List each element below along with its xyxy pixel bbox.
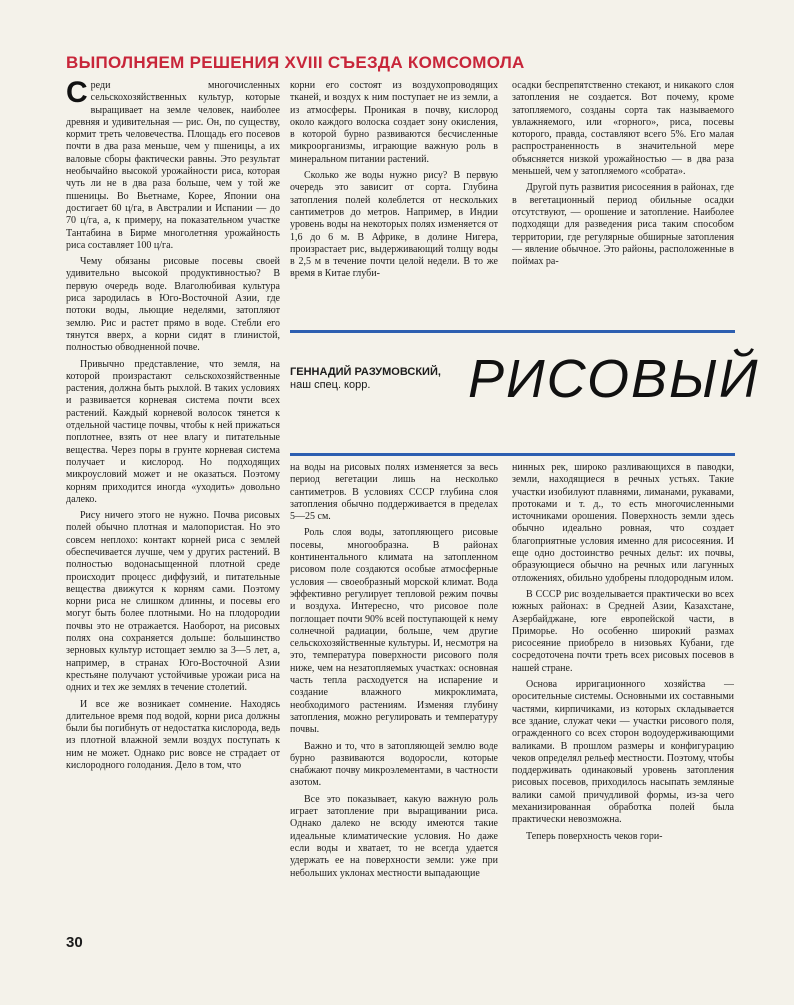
column-middle-bottom <box>290 462 498 922</box>
column-left <box>66 80 280 922</box>
column-middle-top <box>290 80 498 320</box>
paragraph: Важно и то, что в затопляющей землю воде бурно развиваются водоросли, которые снабжают почву микроэлементами, в частности азотом. <box>290 740 498 789</box>
paragraph: Другой путь развития рисосеяния в районах, где в вегетационный период обильные осадки отсутствуют, — орошение и затопление. Наиболее подходящи для разведения риса таким способом территории, где регулярные обширные затопления — явление обычное. Это районы, расположенные в поймах ра- <box>512 182 734 268</box>
article-headline: РИСОВЫЙ <box>468 349 760 409</box>
paragraph: И все же возникает сомнение. Находясь длительное время под водой, корни риса должны были бы погибнуть от недостатка кислорода, ведь из плотной влажной земли воздух поступать к ним не может. Однако рис вовсе не страдает от кислородного голодания. Дело в том, что <box>66 698 280 772</box>
paragraph: нинных рек, широко разливающихся в паводки, земли, находящиеся в речных устьях. Такие участки изобилуют плавнями, лиманами, рукавами, протоками и т. д., то есть многочисленными источниками орошения. Поверхность земли здесь обычно идеально ровная, что создает благоприятные условия именно для рисосеяния. И еще одно достоинство речных дельт: их почвы, образующиеся обычно на речных или лагунных отложениях, обильно удобрены плодородным илом. <box>512 462 734 584</box>
paragraph: В СССР рис возделывается практически во всех южных районах: в Средней Азии, Казахстане, Азербайджане, юге европейской части, в Приморье. Но особенно широкий размах рисосеяние приобрело в низовьях Кубани, где сосредоточена почти треть всех рисовых посевов в нашей стране. <box>512 588 734 674</box>
paragraph: Привычно представление, что земля, на которой произрастают сельскохозяйственные растения, должна быть рыхлой. В таких условиях и развивается корневая система почти всех растений. Каждый корневой волосок тянется к отдельной частице почвы, чтобы к ней прижаться поплотнее, взять от нее влагу и питательные вещества. Через поры в грунте корневая система получает и кислород. Но подходящих микроусловий может и не оказаться. Поэтому корням приходится иногда «уходить» довольно далеко. <box>66 358 280 505</box>
divider-rule <box>290 330 735 333</box>
paragraph: Чему обязаны рисовые посевы своей удивительно высокой продуктивностью? В первую очередь воде. Влаголюбивая культура риса зародилась в Юго-Восточной Азии, где потоки воды, льющие неделями, затопляют землю. Рис и растет прямо в воде. Стебли его тянутся вверх, а корни сидят в глинистой, полностью обводненной почве. <box>66 256 280 354</box>
paragraph: Рису ничего этого не нужно. Почва рисовых полей обычно плотная и малопористая. Но это совсем неплохо: контакт корней риса с землей обеспечивается лучше, чем у других растений. В полностью водонасыщенной плотной среде происходит процесс диффузий, и питательные вещества движутся к корням сами. Поэтому корни риса не слишком длинны, и посевы его могут быть более плотными. Но на плодородии почвы это не отражается. Наоборот, на рисовых полях она сохраняется дольше: большинство зерновых культур истощает землю за 3—5 лет, а, например, в странах Юго-Восточной Азии крестьяне получают устойчивые урожаи риса на одних и тех же землях в течение столетий. <box>66 510 280 694</box>
headline-band <box>290 330 760 456</box>
paragraph: Роль слоя воды, затопляющего рисовые посевы, многообразна. В районах континентального климата на затопленном рисовом поле создаются особые атмосферные условия — своеобразный морской климат. Вода эффективно регулирует тепловой режим почвы и воздуха. Интересно, что рисовое поле поглощает почти 90% всей поступающей к нему солнечной радиации, больше, чем другие сельскохозяйственные культуры. И, несмотря на это, температура поверхности рисового поля ниже, чем на незатопляемых участках: основная часть тепла расходуется на испарение и создание влажного микроклимата, необходимого растениям. Изменяя глубину затопления, можно регулировать и температуру почвы. <box>290 527 498 736</box>
section-rubric: ВЫПОЛНЯЕМ РЕШЕНИЯ XVIII СЪЕЗДА КОМСОМОЛА <box>66 53 525 72</box>
paragraph: Теперь поверхность чеков гори- <box>526 830 663 842</box>
divider-rule <box>290 453 735 456</box>
paragraph: Все это показывает, какую важную роль играет затопление при выращивании риса. Однако далеко не всюду имеются такие идеальные климатические условия. Но даже если воды и хватает, то не всегда удается удержать ее на поверхности земли: уже при небольших уклонах местности выпадающие <box>290 793 498 879</box>
column-right-bottom <box>512 462 734 922</box>
paragraph: Среди многочисленных сельскохозяйственных культур, которые выращивает на земле человек, наиболее древняя и удивительная — рис. Он, по существу, кормит треть человечества. Площадь его посевов почти в два раза меньше, чем у пшеницы, а их валовые сборы фактически равны. Это результат необычайно высокой урожайности риса, которая чуть ли не в два раза больше, чем у той же пшеницы. Во Вьетнаме, Корее, Японии она достигает 60 ц/га, в Австралии и Испании — до 70 ц/га, а, к примеру, на показательном участке Тантабина в Бирме многолетняя урожайность риса составляет 100 ц/га. <box>66 80 280 251</box>
byline <box>290 366 450 392</box>
drop-cap: С <box>66 80 88 109</box>
page-number: 30 <box>66 934 83 951</box>
paragraph: осадки беспрепятственно стекают, и никакого слоя затопления не создается. Вот почему, кроме затопляемого, созданы сорта так называемого увлажняемого, или «горного», риса, посевы которого, правда, составляют всего 5%. Его малая распространенность в значительной мере объясняется низкой урожайностью — в два раза меньшей, чем у затопляемого «собрата». <box>512 80 734 178</box>
paragraph: Основа ирригационного хозяйства — оросительные системы. Основными их составными частями, кирпичиками, из которых складывается все здание, служат чеки — участки рисового поля, огражденного со всех сторон водоудерживающими валиками. В прошлом размеры и конфигурацию чеков определял рельеф местности. Поэтому, чтобы поддерживать одинаковый уровень затопления рисовых посевов, приходилось насыпать земляные валики самой причудливой формы, из-за чего механизированная обработка полей была практически невозможна. <box>512 679 734 826</box>
author-name: ГЕННАДИЙ РАЗУМОВСКИЙ, <box>290 366 441 378</box>
paragraph: корни его состоят из воздухопроводящих тканей, и воздух к ним поступает не из земли, а из атмосферы. Проникая в почву, кислород около каждого волоска создает зону окисления, в которой бурно развиваются бесчисленные микроорганизмы, играющие важную роль в минеральном питании растений. <box>290 80 498 165</box>
paragraph: на воды на рисовых полях изменяется за весь период вегетации лишь на несколько сантиметров. В условиях СССР глубина слоя затопления обычно поддерживается в пределах 5—25 см. <box>290 462 498 523</box>
paragraph: Сколько же воды нужно рису? В первую очередь это зависит от сорта. Глубина затопления полей колеблется от нескольких сантиметров до метров. Например, в Индии уровень воды на некоторых полях изменяется от 1,6 до 6 м. В Африке, в долине Нигера, произрастает рис, выдерживающий толщу воды в 2,5 м в течение почти целой недели. В то же время в Китае глуби- <box>290 170 498 280</box>
author-role: наш спец. корр. <box>290 379 371 391</box>
column-right-top <box>512 80 734 320</box>
